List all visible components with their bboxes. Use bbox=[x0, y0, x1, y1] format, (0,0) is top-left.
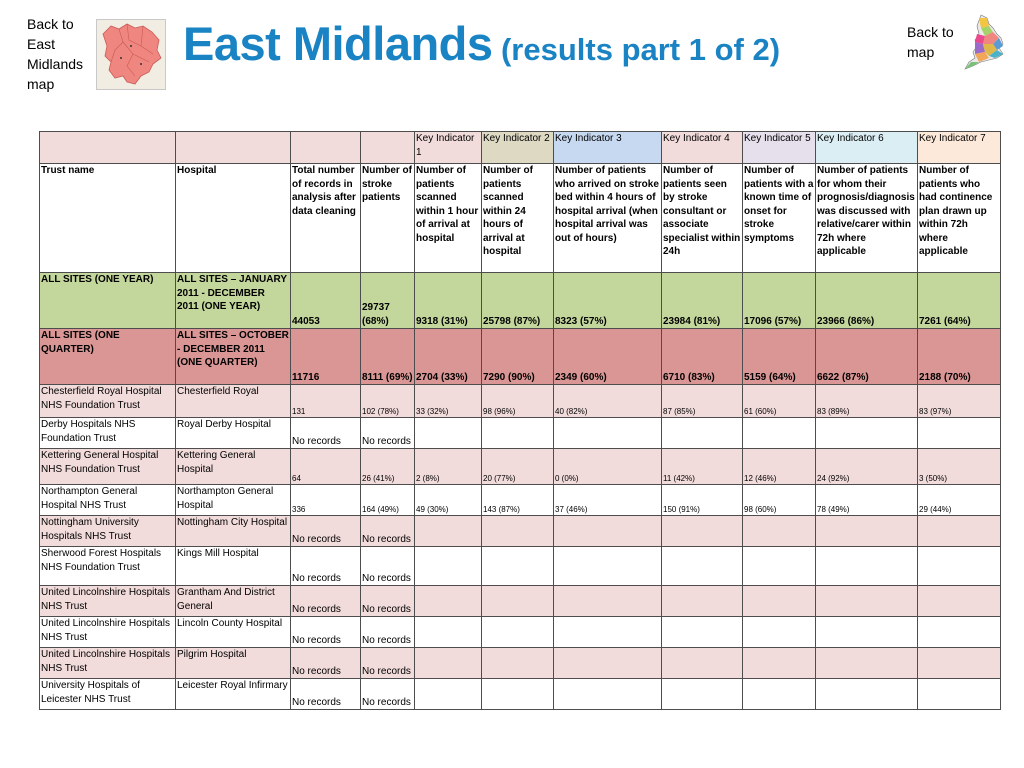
value-cell bbox=[415, 418, 482, 449]
back-to-east-midlands-map-link[interactable]: Back to East Midlands map bbox=[27, 16, 84, 92]
column-header-ki2: Number of patients scanned within 24 hours of arrival at hospital bbox=[482, 164, 554, 273]
value-cell bbox=[662, 586, 743, 617]
value-cell bbox=[918, 679, 1001, 710]
value-cell: 24 (92%) bbox=[816, 449, 918, 485]
value-cell: No records bbox=[291, 516, 361, 547]
value-cell: 33 (32%) bbox=[415, 385, 482, 418]
results-table-body bbox=[40, 132, 1001, 710]
value-cell: 61 (60%) bbox=[743, 385, 816, 418]
table-row bbox=[40, 449, 1001, 485]
east-midlands-map-icon bbox=[97, 20, 165, 89]
value-cell: No records bbox=[291, 648, 361, 679]
value-cell: 78 (49%) bbox=[816, 485, 918, 516]
value-cell bbox=[743, 586, 816, 617]
value-cell bbox=[816, 648, 918, 679]
value-cell: 37 (46%) bbox=[554, 485, 662, 516]
header-blank-cell bbox=[291, 132, 361, 164]
value-cell: No records bbox=[361, 418, 415, 449]
value-cell: 49 (30%) bbox=[415, 485, 482, 516]
table-row bbox=[40, 516, 1001, 547]
table-row bbox=[40, 385, 1001, 418]
value-cell bbox=[662, 617, 743, 648]
value-cell: 2188 (70%) bbox=[918, 329, 1001, 385]
summary-row-one-quarter bbox=[40, 329, 1001, 385]
value-cell: 17096 (57%) bbox=[743, 273, 816, 329]
value-cell: 6710 (83%) bbox=[662, 329, 743, 385]
value-cell bbox=[415, 617, 482, 648]
value-cell bbox=[816, 547, 918, 586]
header-blank-cell bbox=[40, 132, 176, 164]
value-cell bbox=[743, 547, 816, 586]
summary-row-one-year bbox=[40, 273, 1001, 329]
value-cell: No records bbox=[361, 648, 415, 679]
value-cell: 5159 (64%) bbox=[743, 329, 816, 385]
value-cell bbox=[662, 516, 743, 547]
hospital-cell: Kings Mill Hospital bbox=[176, 547, 291, 586]
column-header-ki7: Number of patients who had continence plan drawn up within 72h where applicable bbox=[918, 164, 1001, 273]
value-cell bbox=[554, 617, 662, 648]
trust-name-cell: United Lincolnshire Hospitals NHS Trust bbox=[40, 617, 176, 648]
value-cell bbox=[482, 586, 554, 617]
value-cell bbox=[662, 547, 743, 586]
hospital-cell: Kettering General Hospital bbox=[176, 449, 291, 485]
hospital-cell: Royal Derby Hospital bbox=[176, 418, 291, 449]
key-indicator-3-header: Key Indicator 3 bbox=[554, 132, 662, 164]
value-cell: 131 bbox=[291, 385, 361, 418]
hospital-cell: Northampton General Hospital bbox=[176, 485, 291, 516]
value-cell: 150 (91%) bbox=[662, 485, 743, 516]
trust-name-cell: Sherwood Forest Hospitals NHS Foundation Trust bbox=[40, 547, 176, 586]
value-cell: 20 (77%) bbox=[482, 449, 554, 485]
value-cell bbox=[743, 516, 816, 547]
value-cell bbox=[743, 617, 816, 648]
england-map-icon bbox=[963, 14, 1007, 70]
value-cell: 26 (41%) bbox=[361, 449, 415, 485]
value-cell: No records bbox=[291, 586, 361, 617]
column-header-ki5: Number of patients with a known time of onset for stroke symptoms bbox=[743, 164, 816, 273]
column-header-ki6: Number of patients for whom their prognosis/diagnosis was discussed with relative/carer within 72h where applicable bbox=[816, 164, 918, 273]
column-header-trust-name: Trust name bbox=[40, 164, 176, 273]
value-cell: 29737 (68%) bbox=[361, 273, 415, 329]
header-blank-cell bbox=[361, 132, 415, 164]
value-cell bbox=[816, 418, 918, 449]
value-cell: 40 (82%) bbox=[554, 385, 662, 418]
value-cell: 0 (0%) bbox=[554, 449, 662, 485]
value-cell bbox=[662, 679, 743, 710]
key-indicator-6-header: Key Indicator 6 bbox=[816, 132, 918, 164]
value-cell bbox=[554, 418, 662, 449]
value-cell bbox=[743, 679, 816, 710]
trust-name-cell: Derby Hospitals NHS Foundation Trust bbox=[40, 418, 176, 449]
value-cell: 11716 bbox=[291, 329, 361, 385]
table-row bbox=[40, 586, 1001, 617]
value-cell bbox=[482, 648, 554, 679]
value-cell bbox=[415, 586, 482, 617]
column-header-ki1: Number of patients scanned within 1 hour of arrival at hospital bbox=[415, 164, 482, 273]
value-cell: 7261 (64%) bbox=[918, 273, 1001, 329]
value-cell: 29 (44%) bbox=[918, 485, 1001, 516]
value-cell bbox=[415, 547, 482, 586]
value-cell bbox=[482, 418, 554, 449]
trust-name-cell: ALL SITES (ONE QUARTER) bbox=[40, 329, 176, 385]
key-indicator-4-header: Key Indicator 4 bbox=[662, 132, 743, 164]
value-cell bbox=[816, 516, 918, 547]
page-title bbox=[183, 16, 883, 76]
value-cell: 2704 (33%) bbox=[415, 329, 482, 385]
value-cell bbox=[918, 516, 1001, 547]
value-cell: 98 (96%) bbox=[482, 385, 554, 418]
value-cell: 12 (46%) bbox=[743, 449, 816, 485]
value-cell bbox=[415, 648, 482, 679]
value-cell bbox=[482, 516, 554, 547]
key-indicator-7-header: Key Indicator 7 bbox=[918, 132, 1001, 164]
value-cell bbox=[816, 617, 918, 648]
table-row bbox=[40, 617, 1001, 648]
value-cell bbox=[415, 679, 482, 710]
value-cell: 336 bbox=[291, 485, 361, 516]
column-header-ki3: Number of patients who arrived on stroke bed within 4 hours of hospital arrival (when hospital arrival was out of hours) bbox=[554, 164, 662, 273]
value-cell bbox=[482, 679, 554, 710]
value-cell bbox=[554, 516, 662, 547]
value-cell: 83 (89%) bbox=[816, 385, 918, 418]
value-cell bbox=[918, 586, 1001, 617]
trust-name-cell: Northampton General Hospital NHS Trust bbox=[40, 485, 176, 516]
value-cell: 23984 (81%) bbox=[662, 273, 743, 329]
trust-name-cell: Chesterfield Royal Hospital NHS Foundation Trust bbox=[40, 385, 176, 418]
value-cell: No records bbox=[361, 516, 415, 547]
value-cell: 2349 (60%) bbox=[554, 329, 662, 385]
trust-name-cell: United Lincolnshire Hospitals NHS Trust bbox=[40, 586, 176, 617]
value-cell: 143 (87%) bbox=[482, 485, 554, 516]
hospital-cell: Leicester Royal Infirmary bbox=[176, 679, 291, 710]
value-cell: 44053 bbox=[291, 273, 361, 329]
trust-name-cell: ALL SITES (ONE YEAR) bbox=[40, 273, 176, 329]
value-cell: 23966 (86%) bbox=[816, 273, 918, 329]
trust-name-cell: University Hospitals of Leicester NHS Trust bbox=[40, 679, 176, 710]
value-cell bbox=[662, 418, 743, 449]
value-cell bbox=[918, 418, 1001, 449]
value-cell: 11 (42%) bbox=[662, 449, 743, 485]
table-row bbox=[40, 679, 1001, 710]
hospital-cell: Chesterfield Royal bbox=[176, 385, 291, 418]
header-blank-cell bbox=[176, 132, 291, 164]
back-to-map-link[interactable]: Back to map bbox=[907, 24, 954, 60]
value-cell: 164 (49%) bbox=[361, 485, 415, 516]
value-cell: 8323 (57%) bbox=[554, 273, 662, 329]
value-cell: 9318 (31%) bbox=[415, 273, 482, 329]
value-cell: No records bbox=[291, 679, 361, 710]
value-cell: 87 (85%) bbox=[662, 385, 743, 418]
value-cell: 7290 (90%) bbox=[482, 329, 554, 385]
value-cell bbox=[482, 547, 554, 586]
hospital-cell: ALL SITES – OCTOBER - DECEMBER 2011 (ONE QUARTER) bbox=[176, 329, 291, 385]
results-table bbox=[39, 131, 1001, 710]
value-cell bbox=[554, 679, 662, 710]
value-cell: No records bbox=[291, 547, 361, 586]
value-cell bbox=[816, 679, 918, 710]
hospital-cell: Lincoln County Hospital bbox=[176, 617, 291, 648]
hospital-cell: ALL SITES – JANUARY 2011 - DECEMBER 2011 (ONE YEAR) bbox=[176, 273, 291, 329]
england-map-thumbnail[interactable] bbox=[963, 14, 1007, 70]
value-cell bbox=[662, 648, 743, 679]
value-cell: No records bbox=[291, 617, 361, 648]
value-cell bbox=[482, 617, 554, 648]
column-header-row bbox=[40, 164, 1001, 273]
value-cell: No records bbox=[361, 547, 415, 586]
east-midlands-map-thumbnail[interactable] bbox=[96, 19, 166, 90]
value-cell: 98 (60%) bbox=[743, 485, 816, 516]
value-cell bbox=[816, 586, 918, 617]
trust-name-cell: Kettering General Hospital NHS Foundation Trust bbox=[40, 449, 176, 485]
value-cell: 8111 (69%) bbox=[361, 329, 415, 385]
value-cell: 2 (8%) bbox=[415, 449, 482, 485]
trust-name-cell: United Lincolnshire Hospitals NHS Trust bbox=[40, 648, 176, 679]
value-cell: 6622 (87%) bbox=[816, 329, 918, 385]
value-cell: 3 (50%) bbox=[918, 449, 1001, 485]
trust-name-cell: Nottingham University Hospitals NHS Trust bbox=[40, 516, 176, 547]
value-cell bbox=[918, 617, 1001, 648]
column-header-stroke-patients: Number of stroke patients bbox=[361, 164, 415, 273]
column-header-hospital: Hospital bbox=[176, 164, 291, 273]
value-cell bbox=[554, 547, 662, 586]
table-row bbox=[40, 547, 1001, 586]
value-cell bbox=[554, 648, 662, 679]
value-cell bbox=[918, 547, 1001, 586]
value-cell bbox=[743, 648, 816, 679]
page-title-subtitle: (results part 1 of 2) bbox=[500, 32, 781, 67]
value-cell bbox=[554, 586, 662, 617]
table-row bbox=[40, 648, 1001, 679]
hospital-cell: Grantham And District General bbox=[176, 586, 291, 617]
value-cell: 102 (78%) bbox=[361, 385, 415, 418]
key-indicator-1-header: Key Indicator 1 bbox=[415, 132, 482, 164]
key-indicator-2-header: Key Indicator 2 bbox=[482, 132, 554, 164]
value-cell: 64 bbox=[291, 449, 361, 485]
value-cell: No records bbox=[361, 586, 415, 617]
table-row bbox=[40, 485, 1001, 516]
value-cell: 83 (97%) bbox=[918, 385, 1001, 418]
value-cell: No records bbox=[291, 418, 361, 449]
key-indicator-5-header: Key Indicator 5 bbox=[743, 132, 816, 164]
value-cell: No records bbox=[361, 679, 415, 710]
key-indicator-header-row bbox=[40, 132, 1001, 164]
hospital-cell: Nottingham City Hospital bbox=[176, 516, 291, 547]
value-cell bbox=[415, 516, 482, 547]
page-title-main: East Midlands bbox=[183, 17, 493, 70]
column-header-ki4: Number of patients seen by stroke consultant or associate specialist within 24h bbox=[662, 164, 743, 273]
column-header-total-records: Total number of records in analysis after data cleaning bbox=[291, 164, 361, 273]
value-cell: No records bbox=[361, 617, 415, 648]
hospital-cell: Pilgrim Hospital bbox=[176, 648, 291, 679]
value-cell bbox=[743, 418, 816, 449]
value-cell bbox=[918, 648, 1001, 679]
table-row bbox=[40, 418, 1001, 449]
value-cell: 25798 (87%) bbox=[482, 273, 554, 329]
